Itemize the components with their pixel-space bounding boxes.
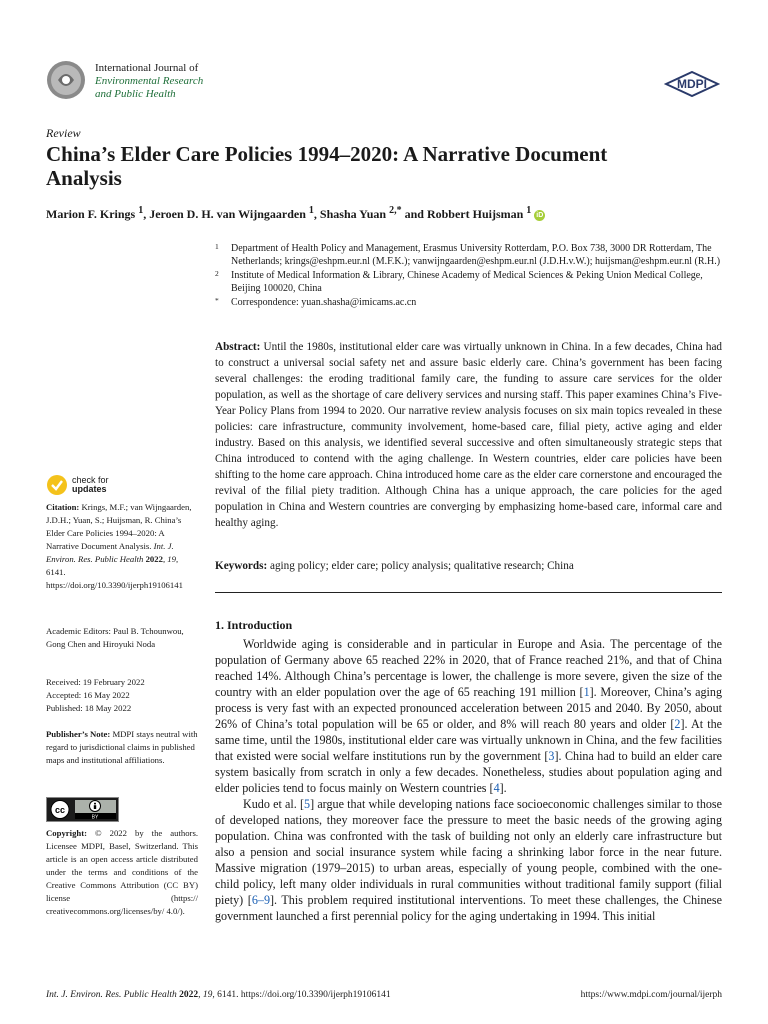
affiliation-mark: * [215,296,219,305]
svg-text:cc: cc [54,805,66,815]
journal-line3: and Public Health [95,88,176,100]
citation-journal: Int. J. Environ. Res. Public Health [46,541,174,564]
author-sup: 1 [526,205,532,216]
mdpi-logo-icon [664,71,720,97]
citation-year: 2022 [145,554,163,564]
journal-line2: Environmental Research [95,75,204,87]
paragraph: Worldwide aging is considerable and in particular in Europe and Asia. The percentage of the population of Germany above 65 reached 22% in 2020, that of France reached 21%, and that of China reached 14%. Although China’s percentage is lower, the challenge is more severe, given the size of the country with an elder population over the age of 65 reaching 191 million [1]. Moreover, China’s aging process is very fast with an expected pronounced acceleration between 2015 and 2040. By 2050, about 26% of China’s total population will be 65 or older, and 8% will reach 80 years and older [2]. At the same time, until the 1980s, institutional elder care was virtually unknown in China, and the few facilities that existed were social welfare institutions run by the government [3]. China had to build an elder care system basically from scratch in only a few decades. Nonetheless, studies about population aging and elder policies tend to focus mainly on Western countries [4]. [215,637,722,795]
affiliations [215,242,725,310]
publisher-note [46,728,198,767]
keywords [215,558,722,574]
abstract [215,339,722,531]
citation-link[interactable]: 5 [304,797,311,811]
affiliation-item [215,296,725,309]
footer-url[interactable]: https://www.mdpi.com/journal/ijerph [580,990,722,1000]
cc-label: BY [91,814,99,821]
footer-citation: Int. J. Environ. Res. Public Health 2022, 19, 6141. https://doi.org/10.3390/ijerph19106141 [46,990,391,1000]
footer-doi[interactable]: , 6141. https://doi.org/10.3390/ijerph19106141 [212,990,391,1000]
publisher-name: MDPI [677,77,707,91]
journal-line1: International Journal of [95,62,199,74]
citation-text: Krings, M.F.; van Wijngaarden, J.D.H.; Yuan, S.; Huijsman, R. China’s Elder Care Policies 1994–2020: A Narrative Document Analysis. [46,502,192,551]
publisher-logo [664,71,720,102]
footer-journal: Int. J. Environ. Res. Public Health [46,990,177,1000]
copyright-label: Copyright: [46,828,88,838]
divider [215,592,722,593]
journal-logo [46,60,86,100]
check-line2: updates [72,484,107,494]
footer-volume: 19 [202,990,213,1000]
author-name[interactable]: Jeroen D. H. van Wijngaarden [149,207,306,221]
affiliation-mark: 1 [215,242,219,251]
author-sup: 1 [308,205,314,216]
author-sup: 2,* [389,205,402,216]
footer-year: 2022 [179,990,199,1000]
affiliation-text: Correspondence: yuan.shasha@imicams.ac.cn [231,297,417,308]
check-for-updates-icon [46,474,68,496]
keywords-label: Keywords: [215,560,268,572]
cc-by-icon [47,798,118,821]
keywords-text: aging policy; elder care; policy analysis; qualitative research; China [270,560,574,572]
article-type: Review [46,126,81,140]
abstract-label: Abstract: [215,341,261,353]
citation-block: Citation: Krings, M.F.; van Wijngaarden, J.D.H.; Yuan, S.; Huijsman, R. China’s Elder Care Policies 1994–2020: A Narrative Document Analysis. Int. J. Environ. Res. Public Health 2022, 19, 6141. https://doi.org/10.3390/ijerph19106141 [46,502,192,590]
author-name[interactable]: Robbert Huijsman [426,207,524,221]
citation-link[interactable]: 1 [583,685,590,699]
author-list: Marion F. Krings $^1$, Jeroen D. H. van Wijngaarden $^1$, Shasha Yuan $^{2,*}$ and Robbert Huijsman $^1$ iD [46,205,544,221]
dates [46,676,198,715]
accepted-date: Accepted: 16 May 2022 [46,690,130,700]
publisher-note-text: MDPI stays neutral with regard to jurisdictional claims in published maps and institutional affiliations. [46,729,198,765]
orcid-icon[interactable]: iD [536,212,544,219]
section-heading: 1. Introduction [215,618,293,632]
paragraph: Kudo et al. [5] argue that while developing nations face socioeconomic challenges similar to those of developed nations, they moreover face the pressure to meet the basic needs of the growing aging population. China was confronted with the task of building not only an elderly care infrastructure but also a pension and social insurance system while facing a shrinking labor force in the near future. Massive migration (1979–2015) to urban areas, especially of young people, combined with the one-child policy, left many older individuals in rural communities without traditional family support (filial piety) [6–9]. This problem required institutional interventions. To meet these challenges, the Chinese government launched a first perennial policy for the aging undertaking in 1994. This initial [215,797,722,923]
author-name[interactable]: Marion F. Krings [46,207,136,221]
citation-volume: 19 [167,554,176,564]
academic-editors: Academic Editors: Paul B. Tchounwou, Gong Chen and Hiroyuki Noda [46,626,184,649]
citation-link[interactable]: 6–9 [251,893,270,907]
citation-link[interactable]: 3 [548,749,555,763]
affiliation-text: Institute of Medical Information & Library, Chinese Academy of Medical Sciences & Peking Union Medical College, Beijing 100020, China [231,270,703,294]
check-for-updates-button[interactable] [46,474,109,496]
article-title: China’s Elder Care Policies 1994–2020: A Narrative Document Analysis [46,142,608,190]
author-name[interactable]: Shasha Yuan [319,207,387,221]
journal-logo-icon [46,60,86,100]
copyright-text: © 2022 by the authors. Licensee MDPI, Basel, Switzerland. This article is an open access article distributed under the terms and conditions of the Creative Commons Attribution (CC BY) license (https:// creativecommons.org/licenses/by/ 4.0/). [46,828,199,916]
affiliation-item [215,269,725,295]
citation-doi[interactable]: , 6141. https://doi.org/10.3390/ijerph19106141 [46,554,183,590]
journal-name [95,62,203,101]
citation-link[interactable]: 4 [493,781,500,795]
published-date: Published: 18 May 2022 [46,703,132,713]
affiliation-mark: 2 [215,269,219,278]
citation-label: Citation: [46,502,80,512]
cc-by-badge[interactable] [46,797,119,822]
check-line1: check for [72,475,109,485]
citation-link[interactable]: 2 [674,717,681,731]
section-body [215,636,722,924]
affiliation-text: Department of Health Policy and Management, Erasmus University Rotterdam, P.O. Box 738, 3000 DR Rotterdam, The Netherlands; krings@eshpm.eur.nl (M.F.K.); vanwijngaarden@eshpm.eur.nl (J.D.H.v.W.); huijsman@eshpm.eur.nl (R.H.) [231,243,721,267]
publisher-note-label: Publisher’s Note: [46,729,111,739]
author-sup: 1 [138,205,144,216]
copyright [46,827,198,918]
affiliation-item [215,242,725,268]
received-date: Received: 19 February 2022 [46,677,145,687]
abstract-text: Until the 1980s, institutional elder care was virtually unknown in China. In a few decades, China had to construct a universal social safety net and assure basic elderly care. China’s government has been facing several challenges: the eroding traditional family care, the funding to assure care services for the older population, as well as the shortage of care delivery services and nursing staff. This paper examines China’s Five-Year Policy Plans from 1994 to 2020. Our narrative review analysis focuses on six main topics revealed in these policies: care infrastructure, community involvement, home-based care, filial piety, active aging and elder industry. Based on this analysis, we identified several successive and often simultaneously strategic steps that China introduced to contend with the aging challenge. In Western countries, elder care policies have been shifting to the home care approach. China introduced home care as the elder care cornerstone and encouraged the revival of the filial piety tradition. Although China has a unique approach, the care policies for the aged population in China and Western countries are converging by emphasizing home-based care, informal care and healthy aging. [215,341,722,529]
